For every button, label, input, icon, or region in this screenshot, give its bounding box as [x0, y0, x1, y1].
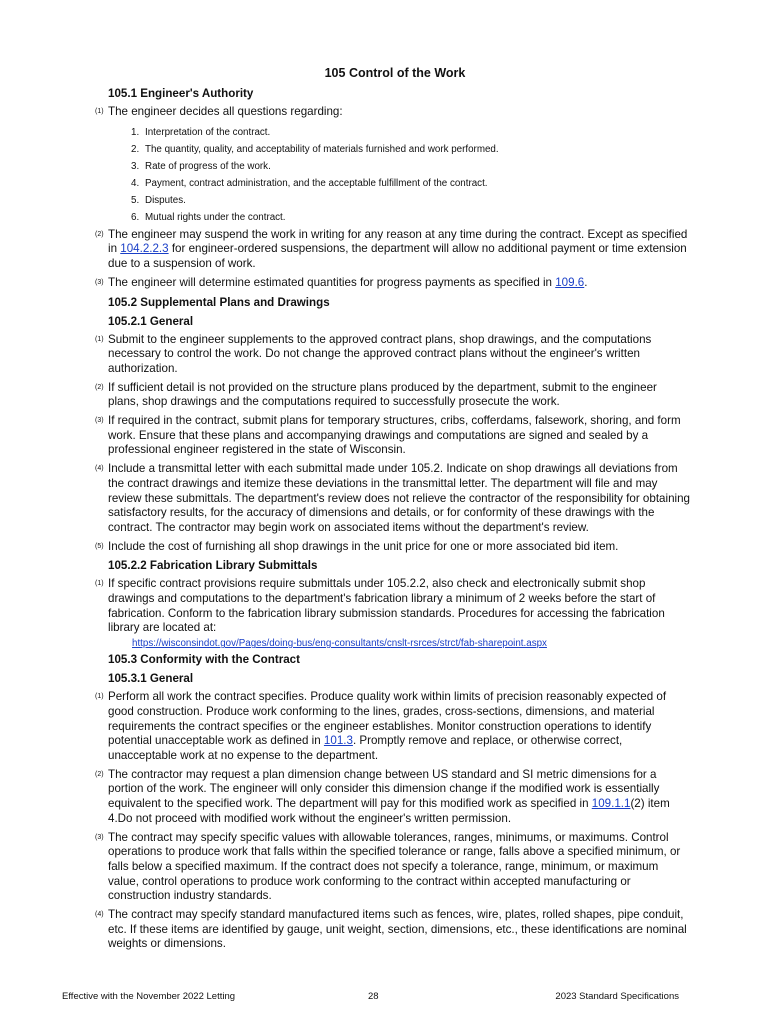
fabrication-library-link[interactable]: https://wisconsindot.gov/Pages/doing-bus/eng-consultants/cnslt-rsrces/strct/fab-sharepoint.aspx: [132, 638, 547, 650]
subsection-heading-105-2-1: 105.2.1 General: [108, 314, 194, 328]
section-heading-105-1: 105.1 Engineer's Authority: [108, 87, 254, 100]
paragraph-number: (3): [95, 833, 104, 841]
paragraph-text: The engineer decides all questions regarding:: [108, 105, 343, 118]
paragraph-text: The contractor may request a plan dimension change between US standard and SI metric dimensions for a portion of the work. The engineer will only consider this dimension change if the modified work is essentially equivalent to the specified work. The department will pay for this modified work as specified in: [108, 767, 660, 811]
list-text: Interpretation of the contract.: [145, 126, 271, 138]
list-text: Mutual rights under the contract.: [145, 211, 286, 223]
paragraph-number: (4): [95, 911, 104, 919]
section-heading-105-3: 105.3 Conformity with the Contract: [108, 653, 300, 667]
authority-list: [95, 124, 690, 226]
page-title: 105 Control of the Work: [324, 66, 466, 80]
footer-spec-title: 2023 Standard Specifications: [555, 991, 679, 1002]
paragraph-105-1-2: [95, 228, 690, 272]
list-number: 2.: [131, 143, 140, 155]
section-heading-105-2: 105.2 Supplemental Plans and Drawings: [108, 295, 330, 309]
subsection-heading-105-3-1: 105.3.1 General: [108, 672, 194, 686]
paragraph-text: The engineer may suspend the work in writing for any reason at any time during the contract. Except as specified in: [108, 227, 688, 256]
paragraph-text: for engineer-ordered suspensions, the department will allow no additional payment or time extension due to a suspension of work.: [108, 242, 687, 271]
paragraph-text: If specific contract provisions require submittals under 105.2.2, also check and electronically submit shop drawings and computations to the department's fabrication library a minimum of 2 weeks before the start of fabrication. Conform to the fabrication library submission standards. Procedures for accessing the fabrication library are located at:: [108, 577, 665, 635]
paragraph-105-3-1-2: [95, 768, 690, 827]
list-text: Payment, contract administration, and the acceptable fulfillment of the contract.: [145, 177, 488, 189]
paragraph-number: (2): [95, 770, 104, 778]
paragraph-105-2-1-2: [95, 381, 690, 410]
paragraph-text: If sufficient detail is not provided on the structure plans produced by the department, submit to the engineer plans, shop drawings and the computations required to successfully prosecute the work.: [108, 380, 657, 409]
paragraph-number: (1): [95, 108, 104, 115]
list-text: The quantity, quality, and acceptability of materials furnished and work performed.: [145, 143, 499, 155]
paragraph-105-2-2-1: [95, 577, 690, 636]
paragraph-number: (5): [95, 542, 104, 550]
paragraph-text: If required in the contract, submit plans for temporary structures, cribs, cofferdams, falsework, shoring, and form work. Ensure that these plans and accompanying drawings and computations are signed and sealed by a professional engineer registered in the state of Wisconsin.: [108, 414, 681, 457]
paragraph-105-2-1-3: [95, 414, 690, 458]
subsection-heading-105-2-2: 105.2.2 Fabrication Library Submittals: [108, 559, 318, 573]
paragraph-text: The contract may specify specific values with allowable tolerances, ranges, minimums, or maximums. Control operations to produce work that falls within the specified tolerance or range, falls above a specified minimum, or falls below a specified maximum. If the contract does not specify a tolerance, range, minimum, or maximum value, control operations to produce work conforming to the contract within accepted manufacturing or construction industry standards.: [108, 830, 681, 903]
list-item: [95, 192, 690, 209]
page-footer: [0, 991, 770, 1003]
list-text: Disputes.: [145, 194, 186, 206]
paragraph-number: (2): [95, 230, 104, 238]
list-number: 5.: [131, 194, 140, 206]
paragraph-text: .: [584, 275, 588, 289]
paragraph-number: (2): [95, 383, 104, 391]
list-item: [95, 141, 690, 158]
paragraph-105-1-3: [95, 276, 690, 291]
footer-page-number: 28: [368, 991, 379, 1002]
paragraph-number: (3): [95, 278, 104, 286]
link-104-2-2-3[interactable]: 104.2.2.3: [120, 242, 169, 256]
paragraph-text: . Promptly remove and replace, or otherwise correct, unacceptable work at no expense to the department.: [108, 734, 623, 762]
content-body: [95, 86, 690, 956]
link-101-3[interactable]: 101.3: [323, 734, 353, 748]
list-number: 3.: [131, 160, 140, 172]
link-109-1-1[interactable]: 109.1.1: [591, 797, 631, 811]
paragraph-105-3-1-1: [95, 690, 690, 764]
paragraph-105-3-1-3: [95, 831, 690, 905]
list-number: 4.: [131, 177, 140, 189]
paragraph-text: Submit to the engineer supplements to the approved contract plans, shop drawings, and the computations necessary to control the work. Do not change the approved contract plans without the engineer's written authorization.: [108, 332, 652, 375]
paragraph-105-2-1-1: [95, 333, 690, 377]
paragraph-text: (2) item 4.Do not proceed with modified work without the engineer's written permission.: [108, 797, 670, 825]
paragraph-number: (1): [95, 580, 104, 588]
link-109-6[interactable]: 109.6: [555, 275, 585, 289]
list-item: [95, 158, 690, 175]
list-number: 1.: [131, 126, 140, 138]
list-text: Rate of progress of the work.: [145, 160, 271, 172]
footer-effective-date: Effective with the November 2022 Letting: [62, 991, 236, 1002]
paragraph-105-2-1-4: [95, 462, 690, 536]
paragraph-number: (4): [95, 465, 104, 473]
list-item: [95, 209, 690, 226]
list-item: [95, 124, 690, 141]
paragraph-number: (1): [95, 693, 104, 701]
paragraph-text: Perform all work the contract specifies. Produce quality work within limits of precision reasonably expected of good construction. Produce work conforming to the lines, grades, cross-sections, dimensions, and material requirements the contract specifies or the engineer establishes. Monitor construction operations to identify potential unacceptable work as defined in: [108, 690, 667, 748]
paragraph-105-3-1-4: [95, 908, 690, 952]
list-number: 6.: [131, 211, 140, 223]
paragraph-105-1-1: [95, 105, 690, 120]
paragraph-text: Include the cost of furnishing all shop drawings in the unit price for one or more associated bid item.: [108, 539, 619, 553]
paragraph-text: The contract may specify standard manufactured items such as fences, wire, plates, rolled shapes, pipe conduit, etc. If these items are identified by gauge, unit weight, section, dimensions, etc., these identifications are nominal weights or dimensions.: [108, 908, 687, 951]
paragraph-number: (1): [95, 335, 104, 343]
paragraph-105-2-1-5: [95, 540, 690, 555]
paragraph-number: (3): [95, 417, 104, 425]
paragraph-text: Include a transmittal letter with each submittal made under 105.2. Indicate on shop drawings all deviations from the contract drawings and itemize these deviations in the transmittal letter. The department will file and may review these submittals. The department's review does not relieve the contractor of the responsibility for obtaining satisfactory results, for the accuracy of dimensions and details, or for conformity of these drawings with the contract. The contractor may begin work on associated items without the department's review.: [108, 462, 690, 534]
paragraph-text: The engineer will determine estimated quantities for progress payments as specified in: [108, 275, 556, 289]
list-item: [95, 175, 690, 192]
